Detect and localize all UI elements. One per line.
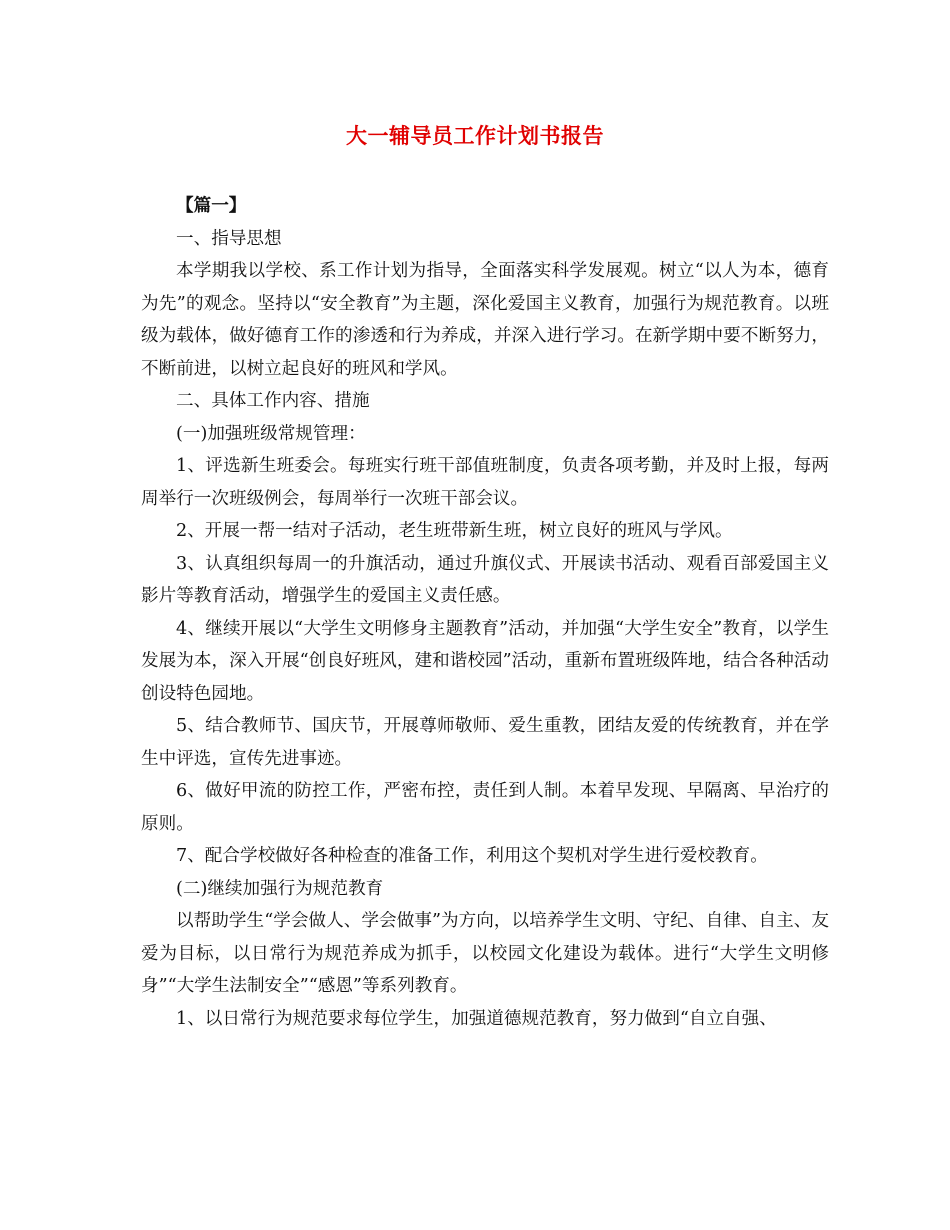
paragraph-guiding-ideology: 本学期我以学校、系工作计划为指导，全面落实科学发展观。树立“以人为本，德育为先”的观念。坚持以“安全教育”为主题，深化爱国主义教育，加强行为规范教育。以班级为载体，做好德育工作的渗透和行为养成，并深入进行学习。在新学期中要不断努力，不断前进，以树立起良好的班风和学风。 <box>141 261 829 379</box>
list-item: 5、结合教师节、国庆节，开展尊师敬师、爱生重教，团结友爱的传统教育，并在学生中评选，宣传先进事迹。 <box>141 716 829 769</box>
heading-guiding-ideology: 一、指导思想 <box>176 228 282 249</box>
list-item: 6、做好甲流的防控工作，严密布控，责任到人制。本着早发现、早隔离、早治疗的原则。 <box>141 781 829 834</box>
section-heading-part-one: 【篇一】 <box>176 195 247 216</box>
list-item: 2、开展一帮一结对子活动，老生班带新生班，树立良好的班风与学风。 <box>176 521 733 541</box>
list-item: 1、评选新生班委会。每班实行班干部值班制度，负责各项考勤，并及时上报，每两周举行一次班级例会，每周举行一次班干部会议。 <box>141 456 829 509</box>
document-title: 大一辅导员工作计划书报告 <box>346 124 604 148</box>
heading-work-content: 二、具体工作内容、措施 <box>176 391 370 411</box>
list-item: 7、配合学校做好各种检查的准备工作，利用这个契机对学生进行爱校教育。 <box>176 846 768 866</box>
list-item: 3、认真组织每周一的升旗活动，通过升旗仪式、开展读书活动、观看百部爱国主义影片等教育活动，增强学生的爱国主义责任感。 <box>141 553 829 606</box>
list-item: 4、继续开展以“大学生文明修身主题教育”活动，并加强“大学生安全”教育，以学生发展为本，深入开展“创良好班风，建和谐校园”活动，重新布置班级阵地，结合各种活动创设特色园地。 <box>141 618 829 704</box>
paragraph-behavior-education: 以帮助学生“学会做人、学会做事”为方向，以培养学生文明、守纪、自律、自主、友爱为目标，以日常行为规范养成为抓手，以校园文化建设为载体。进行“大学生文明修身”“大学生法制安全”“感恩”等系列教育。 <box>141 911 829 996</box>
document-body <box>141 190 829 1035</box>
list-item: 1、以日常行为规范要求每位学生，加强道德规范教育，努力做到“自立自强、 <box>176 1008 777 1029</box>
subheading-class-management: (一)加强班级常规管理： <box>176 423 366 444</box>
subheading-behavior-education: (二)继续加强行为规范教育 <box>176 878 384 899</box>
